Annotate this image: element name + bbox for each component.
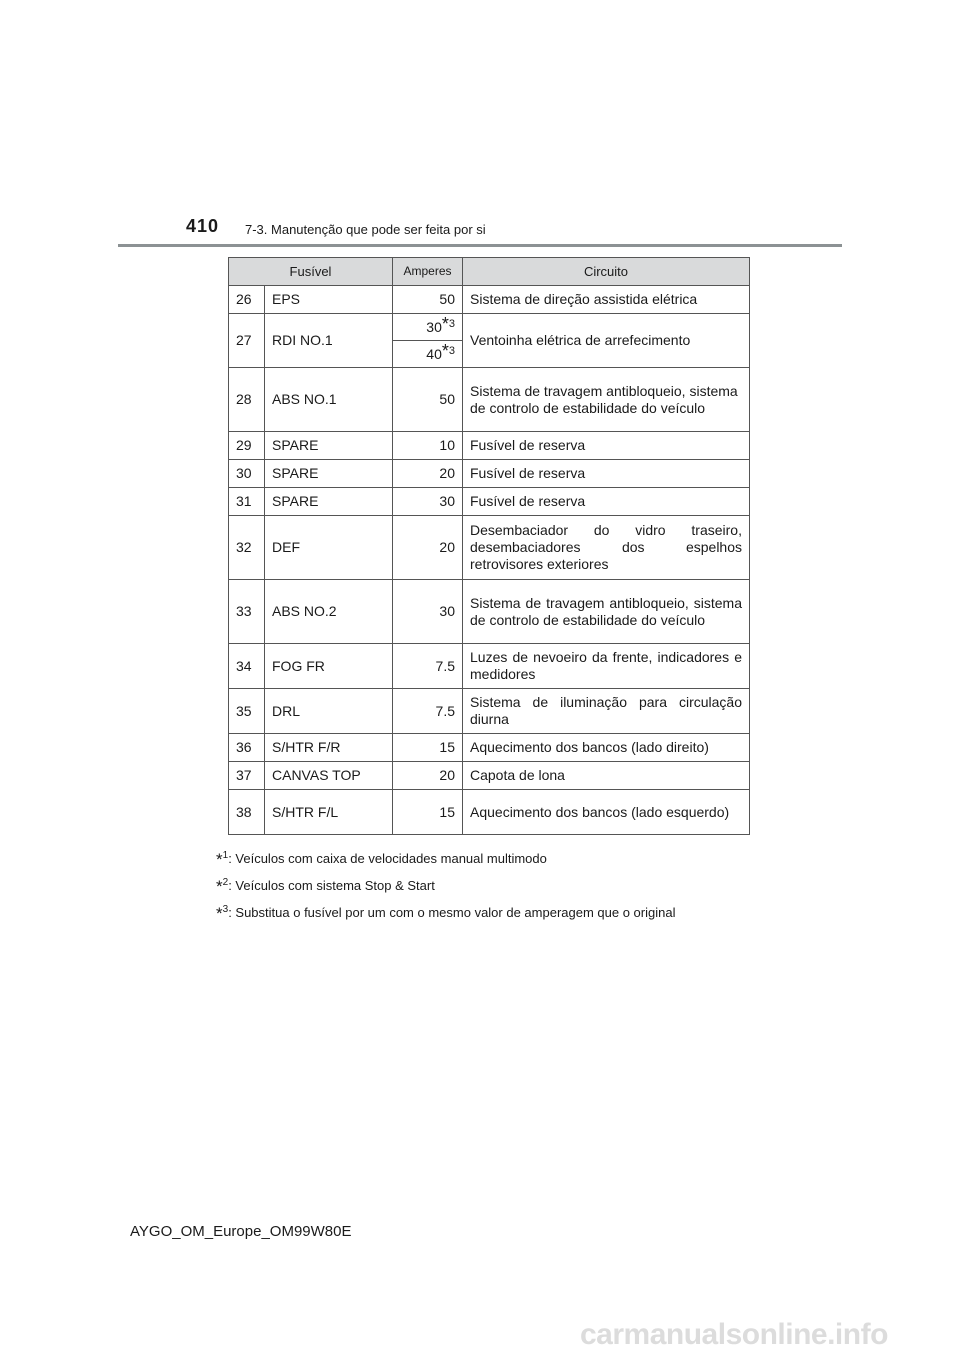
fuse-circuit: Desembaciador do vidro traseiro, desembaciadores dos espelhos retrovisores exteriores [463, 516, 750, 580]
fuse-name: SPARE [265, 460, 393, 488]
fuse-name: DEF [265, 516, 393, 580]
fuse-amperes: 20 [393, 460, 463, 488]
fuse-number: 36 [229, 734, 265, 762]
fuse-amperes: 20 [393, 762, 463, 790]
section-title: 7-3. Manutenção que pode ser feita por si [245, 222, 486, 237]
asterisk-mark: * [216, 904, 223, 923]
fuse-circuit: Luzes de nevoeiro da frente, indicadores e medidores [463, 644, 750, 689]
fuse-amperes: 15 [393, 734, 463, 762]
fuse-circuit: Sistema de travagem antibloqueio, sistema de controlo de estabilidade do veículo [463, 580, 750, 644]
footnote-text: : Veículos com caixa de velocidades manual multimodo [228, 851, 547, 866]
fuse-number: 32 [229, 516, 265, 580]
asterisk-mark: * [216, 850, 223, 869]
table-row [229, 314, 750, 341]
fuse-amperes: 15 [393, 790, 463, 835]
fuse-circuit: Ventoinha elétrica de arrefecimento [463, 314, 750, 368]
fuse-number: 35 [229, 689, 265, 734]
table-row [229, 460, 750, 488]
fuse-circuit: Fusível de reserva [463, 432, 750, 460]
fuse-amperes: 30 [393, 580, 463, 644]
fuse-amperes: 30 [393, 488, 463, 516]
footnote-text: : Veículos com sistema Stop & Start [228, 878, 435, 893]
table-header-row [229, 258, 750, 286]
fuse-circuit: Capota de lona [463, 762, 750, 790]
table-row [229, 432, 750, 460]
fuse-name: FOG FR [265, 644, 393, 689]
table-row [229, 488, 750, 516]
table-row [229, 644, 750, 689]
fuse-name: SPARE [265, 432, 393, 460]
fuse-circuit: Fusível de reserva [463, 488, 750, 516]
column-header-fuse: Fusível [229, 258, 393, 286]
fuse-number: 30 [229, 460, 265, 488]
fuse-number: 26 [229, 286, 265, 314]
column-header-amperes: Amperes [393, 258, 463, 286]
fuse-circuit: Fusível de reserva [463, 460, 750, 488]
fuse-number: 34 [229, 644, 265, 689]
amperes-value: 30 [426, 318, 442, 335]
fuse-name: SPARE [265, 488, 393, 516]
footnote-number: 3 [222, 904, 229, 915]
footnote-number: 2 [222, 877, 229, 888]
fuse-number: 29 [229, 432, 265, 460]
footnote-ref: *3 [441, 340, 455, 361]
fuse-name: EPS [265, 286, 393, 314]
fuse-table [228, 257, 750, 835]
fuse-name: RDI NO.1 [265, 314, 393, 368]
table-row [229, 516, 750, 580]
footnote-ref: *3 [441, 313, 455, 334]
fuse-name: ABS NO.2 [265, 580, 393, 644]
footnote-number: 1 [222, 850, 229, 861]
fuse-amperes: 7.5 [393, 644, 463, 689]
fuse-circuit: Sistema de direção assistida elétrica [463, 286, 750, 314]
fuse-name: DRL [265, 689, 393, 734]
fuse-amperes: 10 [393, 432, 463, 460]
table-row [229, 734, 750, 762]
table-row [229, 689, 750, 734]
table-row [229, 762, 750, 790]
table-row [229, 368, 750, 432]
fuse-amperes: 7.5 [393, 689, 463, 734]
column-header-circuit: Circuito [463, 258, 750, 286]
table-row [229, 790, 750, 835]
fuse-name: CANVAS TOP [265, 762, 393, 790]
fuse-amperes: 50 [393, 368, 463, 432]
fuse-name: S/HTR F/R [265, 734, 393, 762]
footnote-1 [216, 846, 675, 873]
fuse-number: 37 [229, 762, 265, 790]
footnote-3 [216, 900, 675, 927]
fuse-name: S/HTR F/L [265, 790, 393, 835]
amperes-value: 40 [426, 345, 442, 362]
fuse-amperes [393, 314, 463, 341]
fuse-circuit: Aquecimento dos bancos (lado direito) [463, 734, 750, 762]
header-divider [118, 244, 842, 247]
fuse-number: 33 [229, 580, 265, 644]
fuse-circuit: Sistema de travagem antibloqueio, sistema de controlo de estabilidade do veículo [463, 368, 750, 432]
fuse-number: 31 [229, 488, 265, 516]
table-row [229, 286, 750, 314]
asterisk-mark: * [216, 877, 223, 896]
fuse-amperes: 20 [393, 516, 463, 580]
fuse-circuit: Sistema de iluminação para circulação diurna [463, 689, 750, 734]
fuse-name: ABS NO.1 [265, 368, 393, 432]
fuse-number: 28 [229, 368, 265, 432]
document-id: AYGO_OM_Europe_OM99W80E [130, 1223, 352, 1240]
table-row [229, 580, 750, 644]
fuse-amperes [393, 341, 463, 368]
footnotes [216, 846, 675, 927]
footnote-text: : Substitua o fusível por um com o mesmo valor de amperagem que o original [228, 905, 676, 920]
fuse-circuit: Aquecimento dos bancos (lado esquerdo) [463, 790, 750, 835]
watermark: carmanualsonline.info [580, 1318, 888, 1351]
footnote-2 [216, 873, 675, 900]
fuse-number: 27 [229, 314, 265, 368]
fuse-number: 38 [229, 790, 265, 835]
page-number: 410 [186, 216, 220, 236]
fuse-amperes: 50 [393, 286, 463, 314]
